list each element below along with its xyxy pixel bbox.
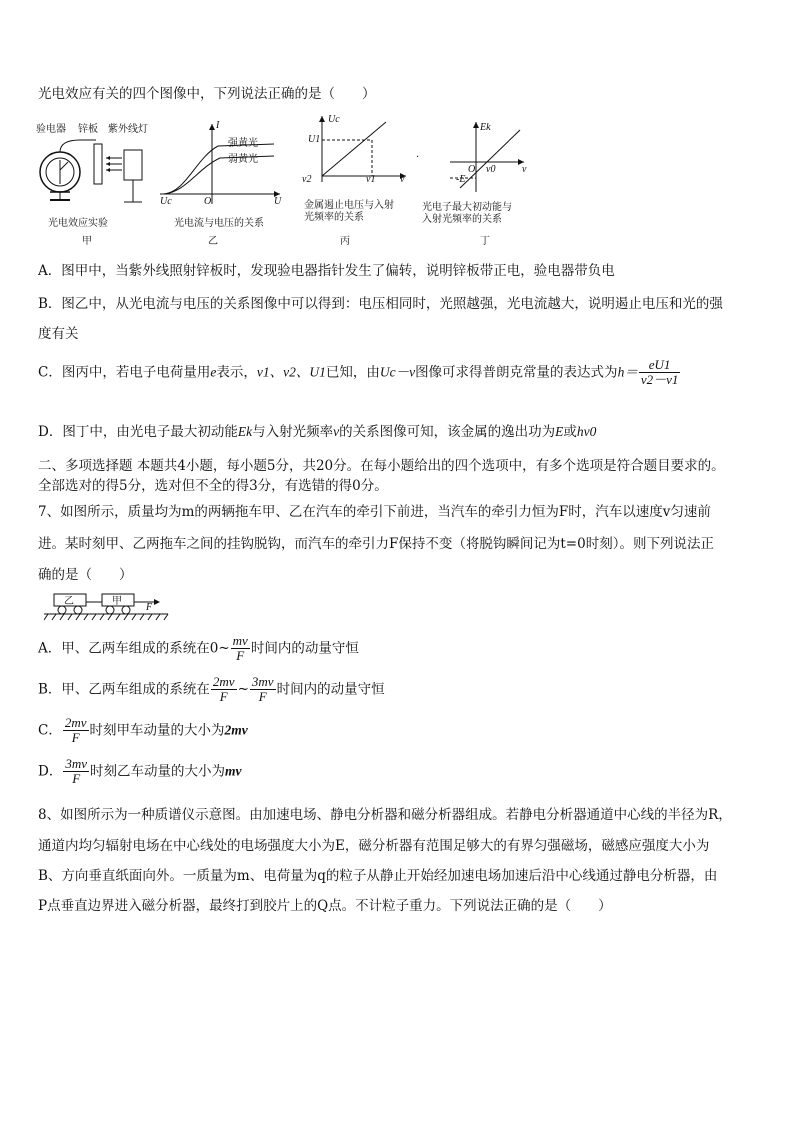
fig-bing-caption-2: 光频率的关系 [304,212,364,223]
q7-line1: 7、如图所示，质量均为m的两辆拖车甲、乙在汽车的牵引下前进，当汽车的牵引力恒为F时，汽车以速度v匀速前 [38,504,711,520]
q6-option-c-text-d: 图像可求得普朗克常量的表达式为 [415,364,618,381]
q7-option-b-fraction-1 [211,675,237,705]
q7-option-c [38,716,248,746]
fig-bing-x-axis: ν [400,174,405,185]
q7-option-a-num: mv [232,633,248,648]
fig-bing-u1: U1 [308,134,321,145]
fig-yi-caption: 光电流与电压的关系 [174,218,264,229]
q7-option-d-den: F [72,771,81,787]
q7-option-c-value: 2mv [224,722,248,738]
fig-ding-origin: O [468,164,476,175]
fig-jia-caption: 光电效应实验 [48,218,108,229]
q6-option-c-denominator: ν2－ν1 [640,372,679,388]
q6-option-c-e: e [210,364,217,380]
q6-option-d-text-a: D．图丁中，由光电子最大初动能 [38,424,238,440]
q6-option-c-vars: ν1、ν2、U1 [256,364,326,380]
q7-line2: 进。某时刻甲、乙两拖车之间的挂钩脱钩，而汽车的牵引力F保持不变（将脱钩瞬间记为t=0时刻）。则下列说法正 [38,536,714,552]
q6-option-b-line2: 度有关 [38,326,79,342]
q8-line1: 8、如图所示为一种质谱仪示意图。由加速电场、静电分析器和磁分析器组成。若静电分析器通道中心线的半径为R， [38,807,732,823]
q7-option-a [38,634,359,664]
q7-option-b-pre: B．甲、乙两车组成的系统在 [38,681,210,698]
trailer-force-label: F [146,602,153,613]
q8-line2: 通道内均匀辐射电场在中心线处的电场强度大小为E，磁分析器有范围足够大的有界匀强磁场，磁感应强度大小为 [38,838,710,854]
q6-option-c-text-c: 已知，由 [325,364,380,381]
q6-option-d-v: ν [333,424,340,439]
q7-option-a-pre: A．甲、乙两车组成的系统在0~ [38,640,230,657]
q6-option-b-line1: B．图乙中，从光电流与电压的关系图像中可以得到：电压相同时，光照越强，光电流越大，说明遏止电压和光的强 [38,296,723,312]
fig-jia-label-zinc: 锌板 [78,124,98,135]
q7-option-d-num: 3mv [65,756,87,771]
q7-option-b-num2: 3mv [251,674,274,689]
q8-line3: B、方向垂直纸面向外。一质量为m、电荷量为q的粒子从静止开始经加速电场加速后沿中心线通过静电分析器，由 [38,868,718,884]
fig-bing-v2: ν2 [302,174,312,185]
q7-option-b [38,675,385,705]
q7-option-a-den: F [236,648,245,664]
q7-option-b-den1: F [219,689,228,705]
q7-option-b-den2: F [258,689,267,705]
fig-jia-label-uvlamp: 紫外线灯 [108,124,148,135]
fig-ding-y-axis: Ek [480,122,491,133]
q7-option-c-den: F [71,730,80,746]
figure-ding [416,118,535,248]
q6-option-c-h: h＝ [617,364,638,380]
q7-option-a-post: 时间内的动量守恒 [250,640,359,657]
q7-option-a-fraction [231,634,250,664]
q7-option-b-sep: ~ [237,681,249,698]
q7-option-b-num1: 2mv [212,674,235,689]
q7-option-b-post: 时间内的动量守恒 [276,681,385,698]
fig-bing-y-axis: Uc [328,114,340,125]
q7-option-c-num: 2mv [64,715,87,730]
q7-option-c-post: 时刻甲车动量的大小为 [89,722,225,739]
fig-ding-v0: ν0 [486,164,496,175]
q6-option-d-text-c: 的关系图像可知，该金属的逸出功为 [339,424,556,440]
fig-yi-y-axis: I [216,120,220,131]
q7-option-b-fraction-2 [250,675,276,705]
q7-option-d [38,757,242,787]
fig-yi-curve-weak: 弱黄光 [228,154,258,165]
q6-option-a: A．图甲中，当紫外线照射锌板时，发现验电器指针发生了偏转，说明锌板带正电，验电器带负电 [38,263,615,279]
q6-stem: 光电效应有关的四个图像中，下列说法正确的是（ ） [38,86,376,102]
q7-line3: 确的是（ ） [38,567,133,583]
q7-option-c-pre: C． [38,722,62,739]
q6-option-d-e: E [555,424,564,439]
q7-option-d-fraction [63,757,89,787]
fig-jia-tag: 甲 [82,236,92,247]
fig-ding-x-axis: ν [522,164,527,175]
q6-option-d-text-d: 或 [563,424,577,440]
q6-option-d-ek: Ek [237,424,253,439]
q6-option-c-numerator: eU1 [639,358,681,373]
q6-option-c-fraction [639,358,681,388]
current-voltage-graph [156,118,286,208]
q7-option-c-fraction [63,716,89,746]
q6-option-d-text-b: 与入射光频率 [252,424,334,440]
q6-option-c-graph: Uc－ν [379,364,416,380]
fig-yi-curve-strong: 强黄光 [228,138,258,149]
figure-jia [36,118,156,248]
fig-yi-origin: O [204,196,212,207]
q6-option-c-text-b: 表示， [216,364,257,381]
fig-yi-x-axis: U [274,196,282,207]
fig-ding-caption-1: 光电子最大初动能与 [422,202,512,213]
fig-bing-v1: ν1 [366,174,376,185]
fig-yi-uc: Uc [160,196,172,207]
q7-option-d-value: mv [225,763,242,779]
fig-yi-tag: 乙 [208,236,218,247]
q7-option-d-pre: D． [38,763,63,780]
fig-bing-caption-1: 金属遏止电压与入射 [304,200,394,211]
q8-line4: P点垂直边界进入磁分析器，最终打到胶片上的Q点。不计粒子重力。下列说法正确的是（ ） [38,898,612,914]
trailer-jia-label: 甲 [112,596,122,607]
section2-line2: 全部选对的得5分，选对但不全的得3分，有选错的得0分。 [38,478,388,494]
figure-trailers [44,590,170,622]
figure-yi [156,118,286,248]
kinetic-energy-graph [420,118,535,198]
q6-option-c-text-a: C．图丙中，若电子电荷量用 [38,364,211,381]
fig-ding-neg-e: -E [456,174,466,185]
stopping-voltage-graph [296,112,411,192]
q6-option-d-hv: hν0 [576,424,597,439]
fig-ding-dot: · [416,152,420,163]
fig-bing-tag: 丙 [340,236,350,247]
trailer-yi-label: 乙 [64,596,74,607]
photoelectric-apparatus-drawing [36,132,156,222]
fig-jia-label-electroscope: 验电器 [36,124,66,135]
fig-ding-tag: 丁 [480,236,490,247]
fig-ding-caption-2: 入射光频率的关系 [422,214,502,225]
q6-option-d [38,420,596,440]
q7-option-d-post: 时刻乙车动量的大小为 [90,763,225,780]
figure-bing [296,112,411,248]
q6-option-c [38,358,681,388]
section2-line1: 二、多项选择题 本题共4小题，每小题5分，共20分。在每小题给出的四个选项中，有多个选项是符合题目要求的。 [38,458,725,474]
